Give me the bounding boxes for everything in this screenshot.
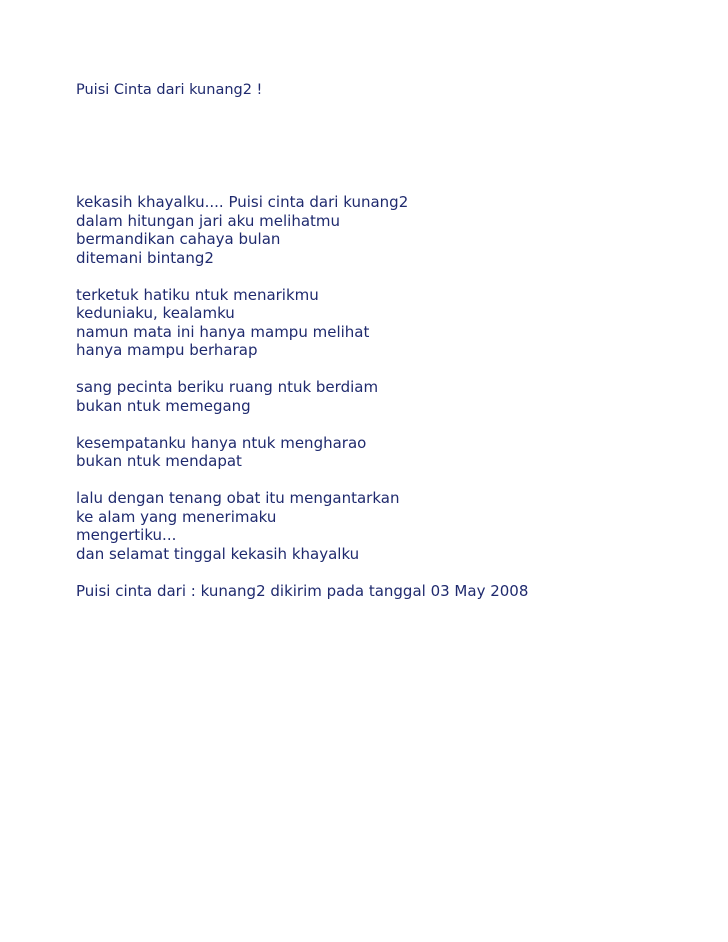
poem-line: bukan ntuk memegang: [76, 396, 251, 415]
poem-line: keduniaku, kealamku: [76, 304, 235, 322]
poem-line: ke alam yang menerimaku: [76, 507, 277, 526]
poem-line: kekasih khayalku.... Puisi cinta dari kunang2: [76, 193, 409, 211]
poem-line: hanya mampu berharap: [76, 341, 258, 359]
poem-line: mengertiku...: [76, 526, 177, 544]
stanza-3: [76, 378, 528, 415]
stanza-4: [76, 434, 528, 471]
poem-line: bermandikan cahaya bulan: [76, 230, 281, 248]
document-title: Puisi Cinta dari kunang2 !: [76, 82, 263, 98]
stanza-5: [76, 489, 528, 563]
poem-line: bukan ntuk mendapat: [76, 452, 242, 470]
poem-footer: Puisi cinta dari : kunang2 dikirim pada tanggal 03 May 2008: [76, 581, 529, 600]
poem-line: dan selamat tinggal kekasih khayalku: [76, 544, 360, 563]
poem-line: ditemani bintang2: [76, 248, 214, 267]
poem-line: kesempatanku hanya ntuk mengharao: [76, 433, 367, 452]
poem-body: [76, 193, 528, 600]
stanza-1: [76, 193, 528, 267]
poem-line: sang pecinta beriku ruang ntuk berdiam: [76, 378, 379, 396]
stanza-2: [76, 286, 528, 360]
poem-line: terketuk hatiku ntuk menarikmu: [76, 285, 319, 304]
poem-line: namun mata ini hanya mampu melihat: [76, 322, 370, 341]
poem-line: dalam hitungan jari aku melihatmu: [76, 211, 341, 230]
poem-line: lalu dengan tenang obat itu mengantarkan: [76, 489, 400, 507]
